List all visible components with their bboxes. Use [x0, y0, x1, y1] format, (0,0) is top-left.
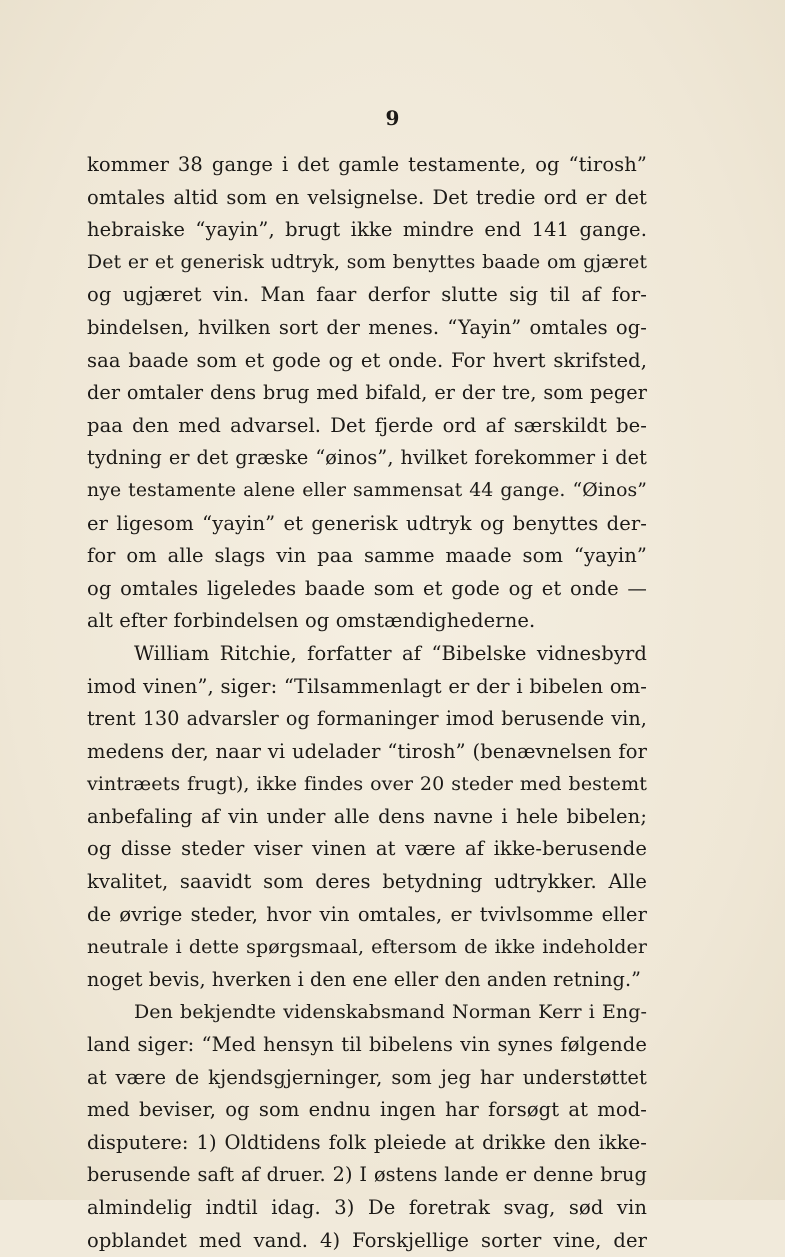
text-line: og omtales ligeledes baade som et gode og et onde — — [87, 576, 647, 600]
text-line: er ligesom “yayin” et generisk udtryk og benyttes der- — [87, 511, 647, 535]
text-line: anbefaling af vin under alle dens navne i hele bibelen; — [87, 804, 647, 828]
text-line: land siger: “Med hensyn til bibelens vin synes følgende — [87, 1033, 647, 1057]
text-line: noget bevis, hverken i den ene eller den anden retning.” — [87, 967, 642, 991]
text-line: og ugjæret vin. Man faar derfor slutte sig til af for- — [87, 283, 647, 307]
text-line: trent 130 advarsler og formaninger imod berusende vin, — [87, 707, 647, 731]
text-line: omtales altid som en velsignelse. Det tredie ord er det — [87, 185, 647, 209]
text-line: bindelsen, hvilken sort der menes. “Yayin” omtales og- — [87, 315, 647, 339]
text-line: alt efter forbindelsen og omstændighederne. — [87, 609, 536, 633]
text-line: hebraiske “yayin”, brugt ikke mindre end 141 gange. — [87, 218, 647, 242]
text-line: Det er et generisk udtryk, som benyttes baade om gjæret — [87, 251, 647, 273]
text-line: nye testamente alene eller sammensat 44 gange. “Øinos” — [87, 479, 647, 501]
text-line: saa baade som et gode og et onde. For hvert skrifsted, — [87, 348, 647, 372]
text-line: og disse steder viser vinen at være af ikke-berusende — [87, 837, 647, 861]
text-line: tydning er det græske “øinos”, hvilket forekommer i det — [87, 446, 647, 470]
text-line: berusende saft af druer. 2) I østens lande er denne brug — [87, 1163, 647, 1187]
page-number: 9 — [385, 106, 400, 130]
text-line: vintræets frugt), ikke findes over 20 steder med bestemt — [87, 773, 647, 796]
text-line: paa den med advarsel. Det fjerde ord af særskildt be- — [87, 413, 647, 437]
text-line: at være de kjendsgjerninger, som jeg har understøttet — [87, 1065, 647, 1089]
body-text — [87, 149, 647, 1257]
text-line: medens der, naar vi udelader “tirosh” (benævnelsen for — [87, 739, 647, 763]
text-line: de øvrige steder, hvor vin omtales, er tvivlsomme eller — [87, 902, 647, 926]
text-line: Den bekjendte videnskabsmand Norman Kerr i Eng- — [134, 1001, 647, 1024]
text-line: neutrale i dette spørgsmaal, eftersom de ikke indeholder — [87, 936, 647, 959]
text-line: William Ritchie, forfatter af “Bibelske vidnesbyrd — [134, 641, 647, 665]
text-line: almindelig indtil idag. 3) De foretrak svag, sød vin — [87, 1196, 647, 1219]
text-line: kvalitet, saavidt som deres betydning udtrykker. Alle — [87, 870, 647, 894]
text-line: imod vinen”, siger: “Tilsammenlagt er der i bibelen om- — [87, 674, 647, 698]
text-line: for om alle slags vin paa samme maade som “yayin” — [87, 544, 647, 568]
text-line: der omtaler dens brug med bifald, er der tre, som peger — [87, 381, 647, 405]
text-line: disputere: 1) Oldtidens folk pleiede at drikke den ikke- — [87, 1130, 647, 1154]
text-line: opblandet med vand. 4) Forskjellige sorter vine, der — [87, 1228, 647, 1252]
text-line: med beviser, og som endnu ingen har forsøgt at mod- — [87, 1098, 647, 1122]
text-line: kommer 38 gange i det gamle testamente, og “tirosh” — [87, 153, 647, 176]
